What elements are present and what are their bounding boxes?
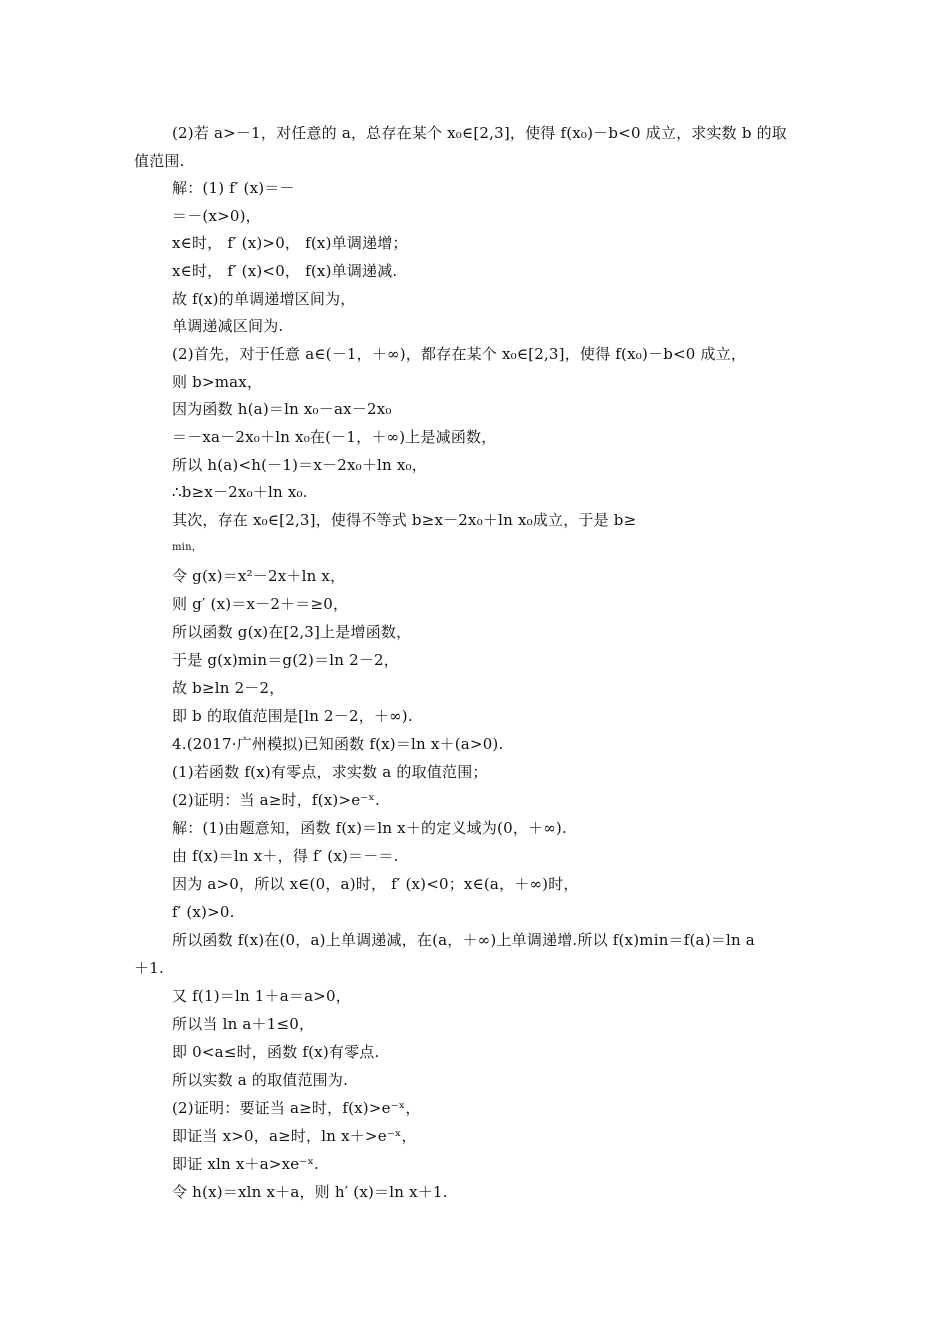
text-line: 解：(1)由题意知，函数 f(x)＝ln x＋的定义域为(0，＋∞).	[172, 819, 567, 837]
text-line: 即 0<a≤时，函数 f(x)有零点.	[172, 1043, 380, 1061]
text-line: 单调递减区间为.	[172, 317, 284, 335]
text-line: 则 g′ (x)＝x－2＋＝≥0，	[172, 595, 349, 613]
text-line: 因为函数 h(a)＝ln x₀－ax－2x₀	[172, 400, 392, 418]
text-line: min，	[172, 542, 202, 553]
text-line: ＋1.	[134, 959, 164, 977]
text-line: 所以实数 a 的取值范围为.	[172, 1071, 349, 1089]
text-line: 即证当 x>0，a≥时，ln x＋>e⁻ˣ，	[172, 1127, 417, 1145]
text-line: x∈时， f′ (x)<0， f(x)单调递减.	[172, 262, 398, 280]
text-line: x∈时， f′ (x)>0， f(x)单调递增；	[172, 234, 408, 252]
text-line: 令 g(x)＝x²－2x＋ln x，	[172, 567, 346, 585]
text-line: 又 f(1)＝ln 1＋a＝a>0，	[172, 987, 351, 1005]
text-line: (2)若 a>－1，对任意的 a，总存在某个 x₀∈[2,3]，使得 f(x₀)－b<0 成立，求实数 b 的取	[172, 124, 788, 142]
text-line: 其次，存在 x₀∈[2,3]，使得不等式 b≥x－2x₀＋ln x₀成立，于是 b≥	[172, 511, 637, 529]
text-line: 解：(1) f′ (x)＝－	[172, 179, 295, 197]
text-line: 由 f(x)＝ln x＋，得 f′ (x)＝－＝.	[172, 847, 399, 865]
text-line: ∴b≥x－2x₀＋ln x₀.	[172, 483, 308, 501]
text-line: 于是 g(x)min＝g(2)＝ln 2－2，	[172, 651, 399, 669]
text-line: ＝－(x>0)，	[172, 207, 261, 225]
text-line: 故 b≥ln 2－2，	[172, 679, 285, 697]
text-line: 令 h(x)＝xln x＋a，则 h′ (x)＝ln x＋1.	[172, 1183, 448, 1201]
text-line: (1)若函数 f(x)有零点，求实数 a 的取值范围；	[172, 763, 488, 781]
text-line: 所以函数 f(x)在(0，a)上单调递减，在(a，＋∞)上单调递增.所以 f(x)min＝f(a)＝ln a	[172, 931, 755, 949]
text-line: 所以 h(a)<h(－1)＝x－2x₀＋ln x₀，	[172, 456, 427, 474]
text-line: 则 b>max，	[172, 373, 263, 391]
text-line: f′ (x)>0.	[172, 903, 235, 921]
text-line: (2)证明：当 a≥时，f(x)>e⁻ˣ.	[172, 791, 380, 809]
text-line: 即证 xln x＋a>xe⁻ˣ.	[172, 1155, 320, 1173]
text-line: (2)证明：要证当 a≥时，f(x)>e⁻ˣ，	[172, 1099, 421, 1117]
text-line: 所以当 ln a＋1≤0，	[172, 1015, 315, 1033]
text-line: (2)首先，对于任意 a∈(－1，＋∞)，都存在某个 x₀∈[2,3]，使得 f(x₀)－b<0 成立，	[172, 345, 747, 363]
text-line: 故 f(x)的单调递增区间为，	[172, 290, 356, 308]
text-line: 值范围.	[134, 152, 185, 170]
text-line: 因为 a>0，所以 x∈(0，a)时， f′ (x)<0；x∈(a，＋∞)时，	[172, 875, 579, 893]
text-line: 所以函数 g(x)在[2,3]上是增函数，	[172, 623, 412, 641]
text-line: 即 b 的取值范围是[ln 2－2，＋∞).	[172, 707, 413, 725]
text-line: ＝－xa－2x₀＋ln x₀在(－1，＋∞)上是减函数，	[172, 428, 497, 446]
text-line: 4.(2017·广州模拟)已知函数 f(x)＝ln x＋(a>0).	[172, 735, 504, 753]
